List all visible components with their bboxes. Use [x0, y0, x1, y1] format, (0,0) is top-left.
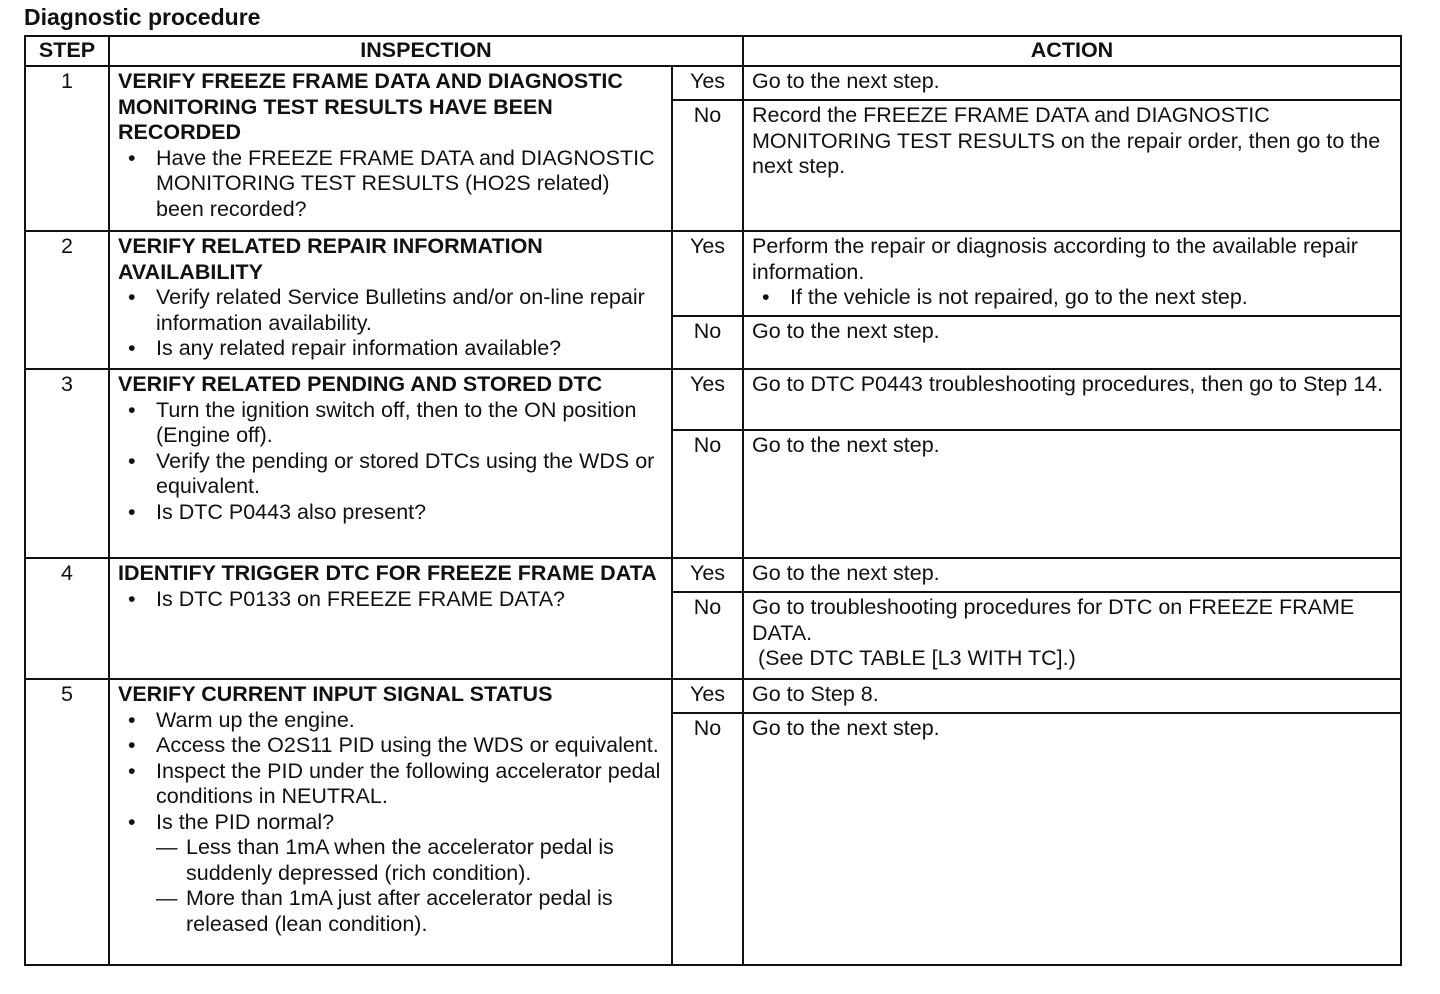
inspection-cell — [109, 66, 672, 231]
inspection-bullet: • Turn the ignition switch off, then to the ON position (Engine off). — [156, 398, 663, 449]
inspection-heading: VERIFY CURRENT INPUT SIGNAL STATUS — [118, 682, 553, 706]
step-number: 4 — [25, 558, 109, 679]
no-action: Go to the next step. — [743, 430, 1401, 558]
condition-item: — Less than 1mA when the accelerator pedal is suddenly depressed (rich condition). — [186, 835, 663, 886]
yes-action: Go to the next step. — [743, 66, 1401, 100]
inspection-bullet: • Inspect the PID under the following accelerator pedal conditions in NEUTRAL. — [156, 759, 663, 810]
no-action-cell — [743, 592, 1401, 679]
yes-label: Yes — [672, 369, 743, 430]
step-number: 5 — [25, 679, 109, 965]
inspection-bullets — [118, 398, 663, 526]
yes-action: Go to the next step. — [743, 558, 1401, 592]
yes-label: Yes — [672, 679, 743, 713]
no-label: No — [672, 316, 743, 369]
no-label: No — [672, 592, 743, 679]
inspection-bullets — [118, 587, 663, 613]
yes-action-cell — [743, 231, 1401, 316]
yes-label: Yes — [672, 66, 743, 100]
inspection-heading: VERIFY RELATED REPAIR INFORMATION AVAILABILITY — [118, 234, 543, 284]
inspection-bullets — [118, 708, 663, 938]
no-label: No — [672, 713, 743, 965]
yes-action: Perform the repair or diagnosis according to the available repair information. — [752, 234, 1358, 284]
diagnostic-table — [24, 35, 1402, 966]
yes-label: Yes — [672, 231, 743, 316]
inspection-bullet: • Verify the pending or stored DTCs using the WDS or equivalent. — [156, 449, 663, 500]
yes-label: Yes — [672, 558, 743, 592]
table-row — [25, 66, 1401, 100]
inspection-cell — [109, 679, 672, 965]
no-action: Go to the next step. — [743, 713, 1401, 965]
inspection-bullet: • Have the FREEZE FRAME DATA and DIAGNOSTIC MONITORING TEST RESULTS (HO2S related) been recorded? — [156, 146, 663, 223]
no-action: Record the FREEZE FRAME DATA and DIAGNOSTIC MONITORING TEST RESULTS on the repair order, then go to the next step. — [743, 100, 1401, 231]
table-row — [25, 558, 1401, 592]
inspection-heading: VERIFY RELATED PENDING AND STORED DTC — [118, 372, 603, 396]
yes-action: Go to DTC P0443 troubleshooting procedures, then go to Step 14. — [743, 369, 1401, 430]
inspection-bullet: • Warm up the engine. — [156, 708, 663, 734]
condition-item: — More than 1mA just after accelerator pedal is released (lean condition). — [186, 886, 663, 937]
inspection-cell — [109, 558, 672, 679]
table-row — [25, 369, 1401, 430]
table-header-row — [25, 36, 1401, 66]
page-title: Diagnostic procedure — [24, 4, 261, 30]
step-column-header: STEP — [25, 36, 109, 66]
inspection-bullets — [118, 146, 663, 223]
inspection-cell — [109, 369, 672, 558]
inspection-cell — [109, 231, 672, 369]
inspection-question: Is the PID normal? — [156, 809, 335, 834]
no-label: No — [672, 430, 743, 558]
table-row — [25, 231, 1401, 316]
no-action: Go to troubleshooting procedures for DTC on FREEZE FRAME DATA. — [752, 595, 1355, 645]
inspection-column-header: INSPECTION — [109, 36, 743, 66]
inspection-bullet: • Verify related Service Bulletins and/or on-line repair information availability. — [156, 285, 663, 336]
inspection-bullets — [118, 285, 663, 362]
step-number: 1 — [25, 66, 109, 231]
inspection-bullet: • Access the O2S11 PID using the WDS or equivalent. — [156, 733, 663, 759]
inspection-heading: VERIFY FREEZE FRAME DATA AND DIAGNOSTIC MONITORING TEST RESULTS HAVE BEEN RECORDED — [118, 69, 623, 144]
condition-list — [156, 835, 663, 937]
yes-action-bullet: • If the vehicle is not repaired, go to the next step. — [752, 285, 1392, 311]
inspection-heading: IDENTIFY TRIGGER DTC FOR FREEZE FRAME DATA — [118, 561, 657, 585]
inspection-bullet: • Is DTC P0133 on FREEZE FRAME DATA? — [156, 587, 663, 613]
table-row — [25, 679, 1401, 713]
step-number: 3 — [25, 369, 109, 558]
no-label: No — [672, 100, 743, 231]
step-number: 2 — [25, 231, 109, 369]
no-action: Go to the next step. — [743, 316, 1401, 369]
inspection-bullet: • Is any related repair information available? — [156, 336, 663, 362]
yes-action: Go to Step 8. — [743, 679, 1401, 713]
action-column-header: ACTION — [743, 36, 1401, 66]
inspection-bullet: • Is DTC P0443 also present? — [156, 500, 663, 526]
no-action-note: (See DTC TABLE [L3 WITH TC].) — [758, 646, 1076, 670]
inspection-bullet — [156, 810, 663, 938]
